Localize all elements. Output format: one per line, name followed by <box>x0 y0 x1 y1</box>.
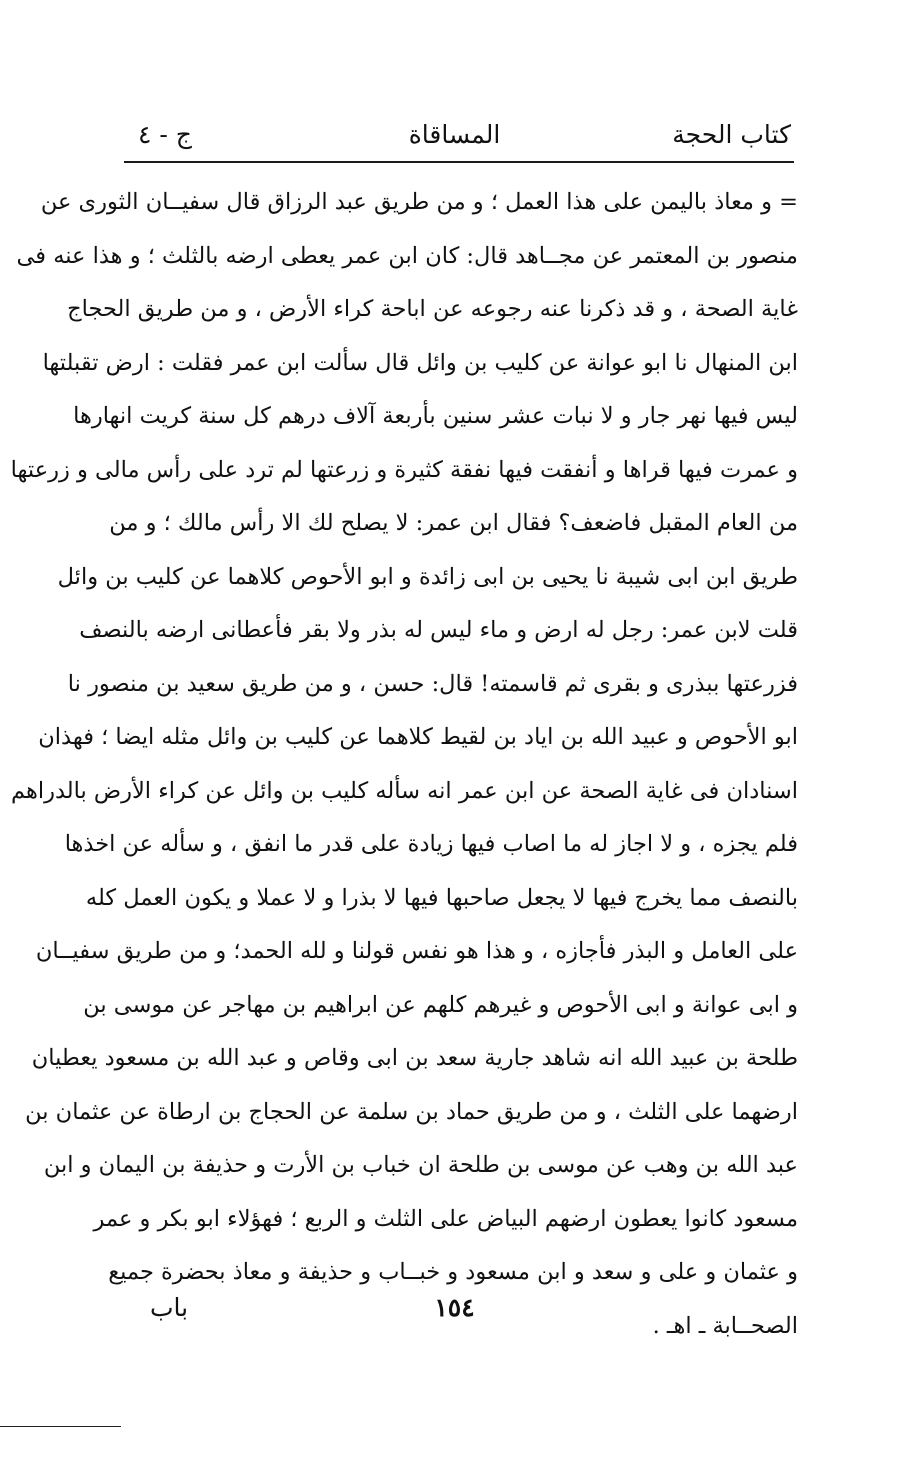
header-divider <box>124 161 794 163</box>
text-line: ابن المنهال نا ابو عوانة عن كليب بن وائل قال سألت ابن عمر فقلت : ارض تقبلتها <box>42 349 798 376</box>
text-line: فلم يجزه ، و لا اجاز له ما اصاب فيها زيادة على قدر ما انفق ، و سأله عن اخذها <box>64 831 798 857</box>
text-line: من العام المقبل فاضعف؟ فقال ابن عمر: لا يصلح لك الا رأس مالك ؛ و من <box>109 510 798 536</box>
text-line: فزرعتها ببذرى و بقرى ثم قاسمته! قال: حسن ، و من طريق سعيد بن منصور نا <box>67 670 798 697</box>
text-line: على العامل و البذر فأجازه ، و هذا هو نفس قولنا و لله الحمد؛ و من طريق سفيــان <box>35 938 798 964</box>
text-line: = و معاذ باليمن على هذا العمل ؛ و من طريق عبد الرزاق قال سفيــان الثورى عن <box>40 189 798 215</box>
page-number: ١٥٤ <box>434 1293 475 1322</box>
main-text <box>10 176 798 1353</box>
catchword: باب <box>150 1293 189 1322</box>
text-line: ليس فيها نهر جار و لا نبات عشر سنين بأربعة آلاف درهم كل سنة كريت انهارها <box>73 403 798 429</box>
text-line: ارضهما على الثلث ، و من طريق حماد بن سلمة عن الحجاج بن ارطاة عن عثمان بن <box>25 1098 798 1125</box>
text-line: قلت لابن عمر: رجل له ارض و ماء ليس له بذر ولا بقر فأعطانى ارضه بالنصف <box>79 617 798 643</box>
text-line: و عمرت فيها قراها و أنفقت فيها نفقة كثيرة و زرعتها لم ترد على رأس مالى و زرعتها <box>10 456 798 483</box>
text-line: منصور بن المعتمر عن مجــاهد قال: كان ابن عمر يعطى ارضه بالثلث ؛ و هذا عنه فى <box>16 242 798 269</box>
running-head-chapter-title: المساقاة <box>408 120 501 149</box>
text-line: الصحــابة ـ اهـ . <box>652 1312 798 1339</box>
text-line: طريق ابن ابى شيبة نا يحيى بن ابى زائدة و ابو الأحوص كلاهما عن كليب بن وائل <box>57 563 798 590</box>
text-line: بالنصف مما يخرج فيها لا يجعل صاحبها فيها لا بذرا و لا عملا و يكون العمل كله <box>85 884 798 911</box>
text-line: و عثمان و على و سعد و ابن مسعود و خبــاب و حذيفة و معاذ بحضرة جميع <box>108 1259 798 1285</box>
text-line: غاية الصحة ، و قد ذكرنا عنه رجوعه عن اباحة كراء الأرض ، و من طريق الحجاج <box>67 296 798 322</box>
running-head-volume: ج - ٤ <box>138 120 192 149</box>
text-line: ابو الأحوص و عبيد الله بن اياد بن لقيط كلاهما عن كليب بن وائل مثله ايضا ؛ فهذان <box>38 724 798 750</box>
text-line: و ابى عوانة و ابى الأحوص و غيرهم كلهم عن ابراهيم بن مهاجر عن موسى بن <box>83 991 798 1018</box>
text-line: اسنادان فى غاية الصحة عن ابن عمر انه سأله كليب بن وائل عن كراء الأرض بالدراهم <box>11 777 798 804</box>
text-line: مسعود كانوا يعطون ارضهم البياض على الثلث و الربع ؛ فهؤلاء ابو بكر و عمر <box>93 1205 798 1232</box>
scan-edge-line <box>0 1426 121 1427</box>
running-head-book-title: كتاب الحجة <box>672 120 791 149</box>
text-line: عبد الله بن وهب عن موسى بن طلحة ان خباب بن الأرت و حذيفة بن اليمان و ابن <box>43 1152 798 1178</box>
text-line: طلحة بن عبيد الله انه شاهد جارية سعد بن ابى وقاص و عبد الله بن مسعود يعطيان <box>31 1045 798 1071</box>
